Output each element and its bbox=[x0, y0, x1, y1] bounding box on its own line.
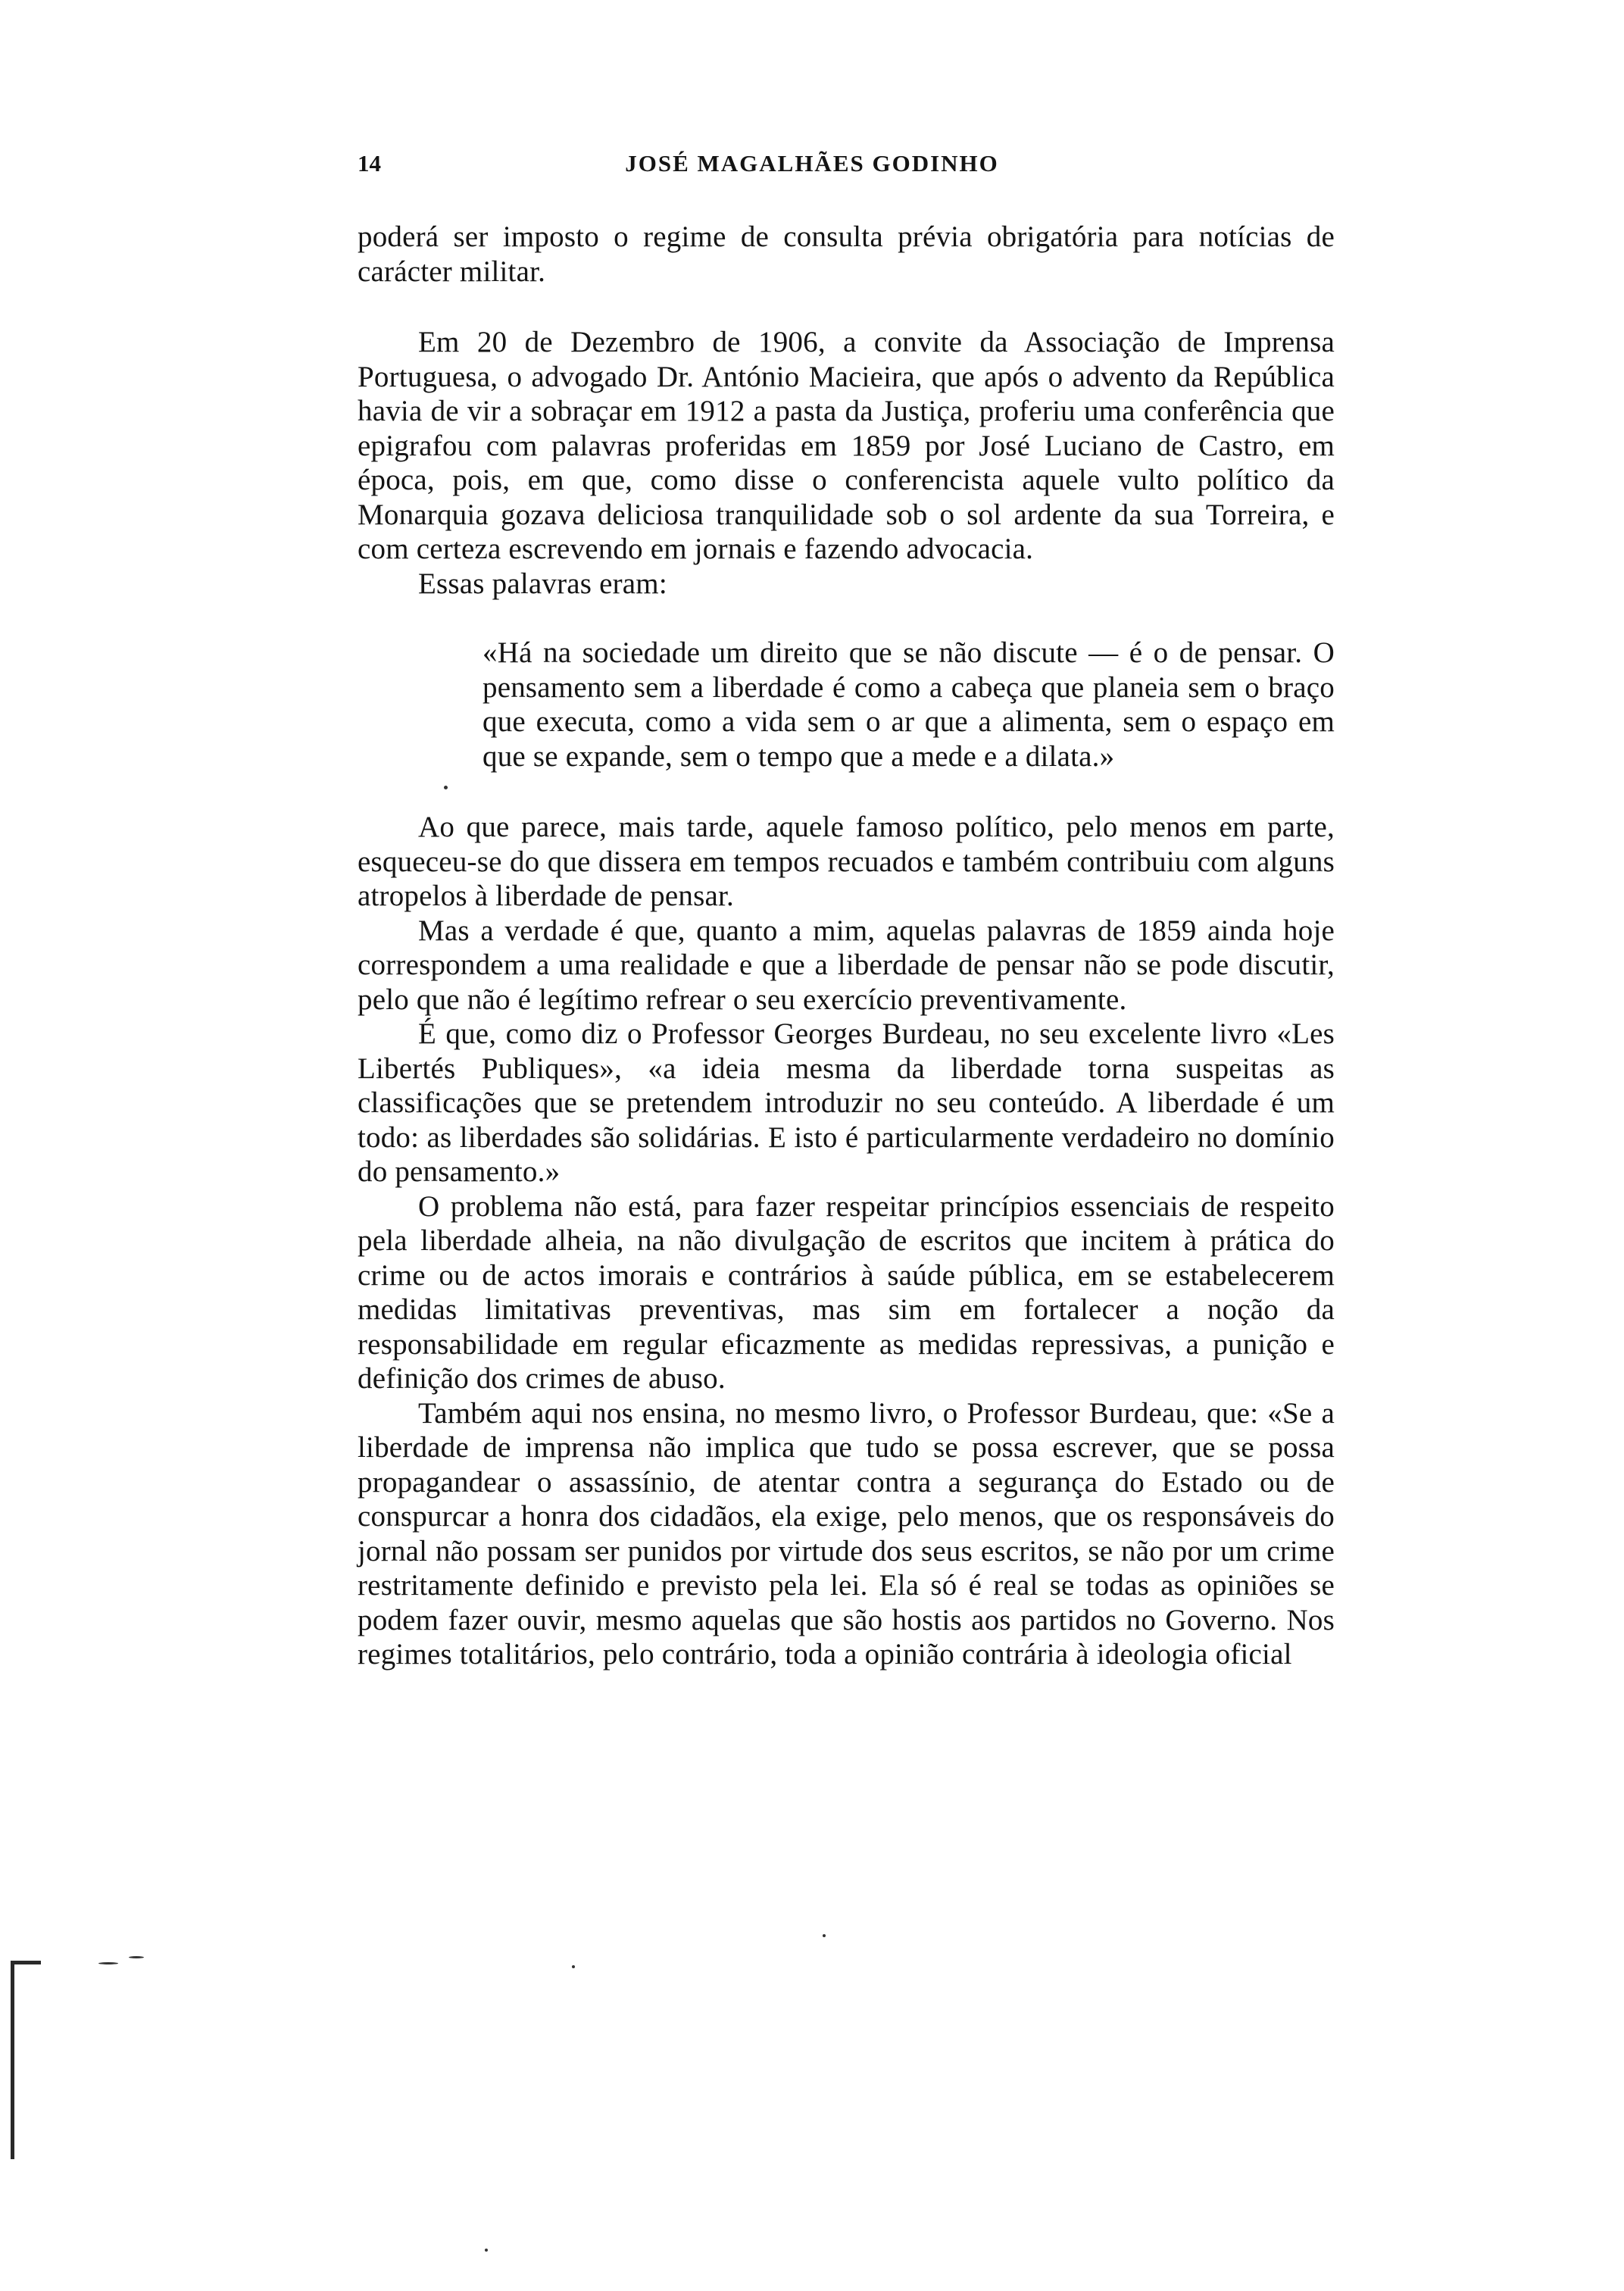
page-body bbox=[358, 220, 1335, 1672]
scan-speck bbox=[98, 1962, 118, 1964]
paragraph-continuation: poderá ser imposto o regime de consulta prévia obrigatória para notícias de carácter militar. bbox=[358, 220, 1335, 288]
paragraph-quote-intro: Essas palavras eram: bbox=[418, 567, 667, 600]
running-head: JOSÉ MAGALHÃES GODINHO bbox=[625, 150, 999, 177]
paragraph-conference: Em 20 de Dezembro de 1906, a convite da Associação de Imprensa Portuguesa, o advogado Dr. António Macieira, que após o advento da República havia de vir a sobraçar em 1912 a pasta da Justiça, proferiu uma conferência que epigrafou com palavras proferidas em 1859 por José Luciano de Castro, em época, pois, em que, como disse o conferencista aquele vulto político da Monarquia gozava deliciosa tranquilidade sob o sol ardente da sua Torreira, e com certeza escrevendo em jornais e fazendo advocacia. bbox=[358, 326, 1335, 565]
scan-speck bbox=[485, 2249, 488, 2252]
paragraph-famous-politician: Ao que parece, mais tarde, aquele famoso político, pelo menos em parte, esqueceu-se do que dissera em tempos recuados e também contribuiu com alguns atropelos à liberdade de pensar. bbox=[358, 811, 1335, 912]
scan-speck bbox=[129, 1956, 144, 1958]
paragraph-problem: O problema não está, para fazer respeitar princípios essenciais de respeito pela liberdade alheia, na não divulgação de escritos que incitem à prática do crime ou de actos imorais e contrários à saúde pública, em se estabelecerem medidas limitativas preventivas, mas sim em fortalecer a noção da responsabilidade em regular eficazmente as medidas repressivas, a punição e definição dos crimes de abuso. bbox=[358, 1189, 1335, 1395]
scan-edge-mark-top bbox=[11, 1961, 41, 1964]
paragraph-press-freedom: Também aqui nos ensina, no mesmo livro, o Professor Burdeau, que: «Se a liberdade de imprensa não implica que tudo se possa escrever, que se possa propagandear o assassínio, de atentar contra a segurança do Estado ou de conspurcar a honra dos cidadãos, ela exige, pelo menos, que os responsáveis do jornal não possam ser punidos por virtude dos seus escritos, se não por um crime restritamente definido e previsto pela lei. Ela só é real se todas as opiniões se podem fazer ouvir, mesmo aquelas que são hostis aos partidos no Governo. Nos regimes totalitários, pelo contrário, toda a opinião contrária à ideologia oficial bbox=[358, 1396, 1335, 1671]
page-number: 14 bbox=[358, 150, 381, 177]
block-quote: «Há na sociedade um direito que se não discute — é o de pensar. O pensamento sem a liberdade é como a cabeça que planeia sem o braço que executa, como a vida sem o ar que a alimenta, sem o espaço em que se expande, sem o tempo que a mede e a dilata.» bbox=[483, 636, 1335, 773]
paragraph-burdeau-quote: É que, como diz o Professor Georges Burdeau, no seu excelente livro «Les Libertés Publiques», «a ideia mesma da liberdade torna suspeitas as classificações que se pretendem introduzir no seu conteúdo. A liberdade é um todo: as liberdades são solidárias. E isto é particularmente verdadeiro no domínio do pensamento.» bbox=[358, 1017, 1335, 1188]
scan-speck bbox=[444, 786, 448, 789]
paragraph-1859-words: Mas a verdade é que, quanto a mim, aquelas palavras de 1859 ainda hoje correspondem a uma realidade e que a liberdade de pensar não se pode discutir, pelo que não é legítimo refrear o seu exercício preventivamente. bbox=[358, 914, 1335, 1016]
scan-speck bbox=[823, 1934, 826, 1937]
scan-edge-mark bbox=[11, 1962, 14, 2159]
scan-speck bbox=[572, 1965, 575, 1968]
